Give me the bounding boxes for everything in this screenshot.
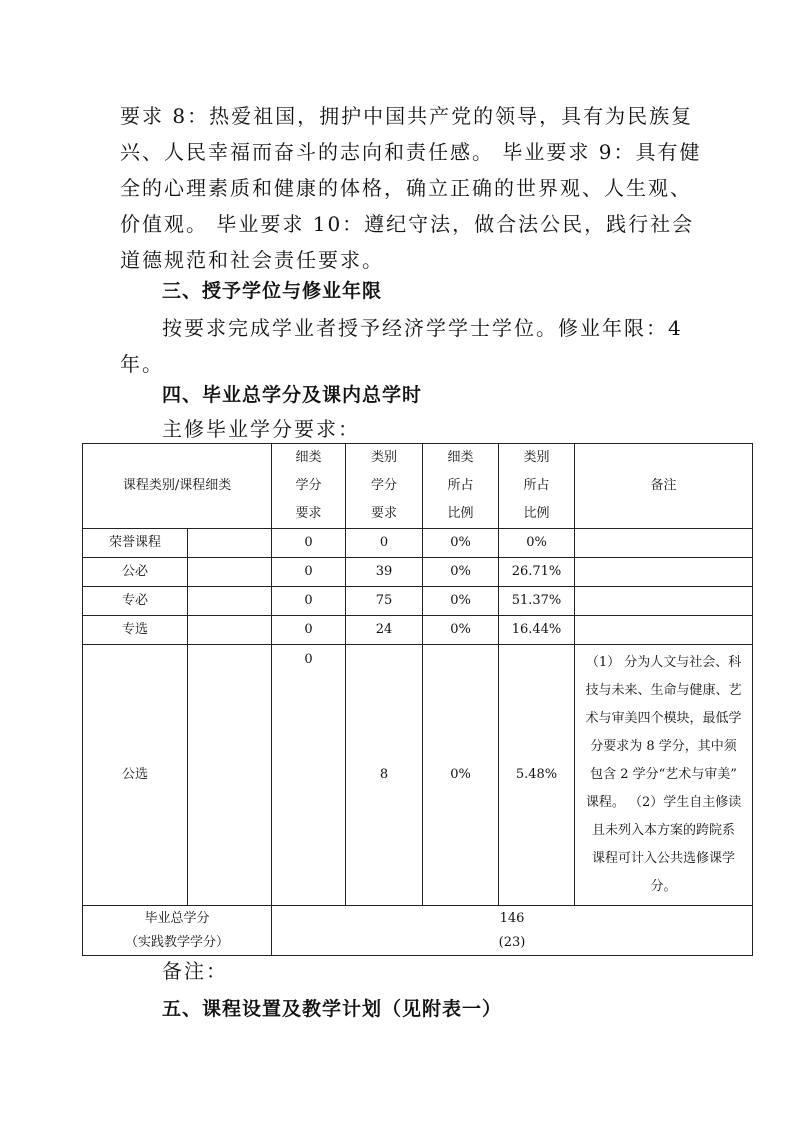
header-cat-credits-l1: 类别 — [371, 450, 398, 465]
table-row — [83, 558, 753, 587]
row-remarks — [575, 587, 753, 616]
remark-line: 分要求为 8 学分，其中须 — [590, 739, 737, 754]
header-category: 课程类别/课程细类 — [83, 444, 272, 529]
total-label-line-1: 毕业总学分 — [144, 910, 210, 926]
header-remarks: 备注 — [575, 444, 753, 529]
intro-line-5: 道德规范和社会责任要求。 — [120, 248, 384, 272]
header-sub-credits-l3: 要求 — [295, 506, 322, 521]
row-sub-ratio: 0% — [423, 645, 499, 906]
row-category: 专选 — [83, 616, 188, 645]
header-sub-ratio-l1: 细类 — [447, 450, 474, 465]
row-cat-credits: 24 — [346, 616, 423, 645]
header-sub-credits — [272, 444, 346, 529]
row-category: 专必 — [83, 587, 188, 616]
row-cat-credits: 0 — [346, 529, 423, 558]
row-remarks — [575, 529, 753, 558]
header-sub-ratio-l2: 所占 — [447, 478, 474, 493]
header-cat-ratio-l2: 所占 — [523, 478, 550, 493]
header-sub-ratio-l3: 比例 — [447, 506, 474, 521]
total-label — [83, 906, 272, 956]
header-cat-ratio-l1: 类别 — [523, 450, 550, 465]
header-cat-credits — [346, 444, 423, 529]
row-sub-credits: 0 — [272, 587, 346, 616]
table-row — [83, 529, 753, 558]
section3-body — [120, 310, 683, 382]
table-intro: 主修毕业学分要求： — [162, 417, 360, 441]
remark-line: 术与审美四个模块，最低学 — [585, 711, 742, 726]
total-value-line-1: 146 — [499, 910, 525, 926]
row-category: 公选 — [83, 645, 188, 906]
header-sub-credits-l2: 学分 — [295, 478, 322, 493]
credits-table — [82, 443, 753, 956]
intro-line-1: 要求 8：热爱祖国，拥护中国共产党的领导，具有为民族复 — [120, 104, 694, 128]
section3-body-line-2: 年。 — [120, 352, 164, 376]
header-sub-credits-l1: 细类 — [295, 450, 322, 465]
row-sub-ratio: 0% — [423, 587, 499, 616]
row-sub-credits: 0 — [272, 529, 346, 558]
row-cat-credits: 75 — [346, 587, 423, 616]
section5-heading: 五、课程设置及教学计划（见附表一） — [162, 998, 503, 1020]
table-row-elective — [83, 645, 753, 906]
row-sub-ratio: 0% — [423, 616, 499, 645]
intro-line-2: 兴、人民幸福而奋斗的志向和责任感。 毕业要求 9：具有健 — [120, 140, 702, 164]
remark-line: 课程可计入公共选修课学 — [592, 851, 736, 866]
row-cat-credits: 39 — [346, 558, 423, 587]
row-sub-ratio: 0% — [423, 558, 499, 587]
row-subcategory — [188, 587, 272, 616]
remark-line: 分。 — [650, 879, 677, 894]
section3-body-line-1: 按要求完成学业者授予经济学学士学位。修业年限：4 — [162, 316, 683, 340]
row-remarks — [575, 645, 753, 906]
table-row — [83, 616, 753, 645]
table-row — [83, 587, 753, 616]
row-sub-credits: 0 — [272, 616, 346, 645]
header-cat-ratio — [499, 444, 575, 529]
remark-line: 技与未来、生命与健康、艺 — [585, 683, 742, 698]
row-cat-ratio: 26.71% — [499, 558, 575, 587]
row-category: 荣誉课程 — [83, 529, 188, 558]
row-subcategory — [188, 558, 272, 587]
section4-heading: 四、毕业总学分及课内总学时 — [162, 384, 423, 406]
remark-line: 包含 2 学分“艺术与审美” — [590, 767, 737, 782]
table-header-row — [83, 444, 753, 529]
row-sub-ratio: 0% — [423, 529, 499, 558]
intro-paragraph — [120, 98, 702, 278]
row-subcategory — [188, 616, 272, 645]
row-category: 公必 — [83, 558, 188, 587]
row-subcategory — [188, 645, 272, 906]
intro-line-4: 价值观。 毕业要求 10：遵纪守法，做合法公民，践行社会 — [120, 212, 695, 236]
remark-line: 课程。 （2）学生自主修读 — [585, 795, 742, 810]
row-cat-ratio: 16.44% — [499, 616, 575, 645]
row-sub-credits: 0 — [272, 558, 346, 587]
row-cat-ratio: 51.37% — [499, 587, 575, 616]
row-remarks — [575, 558, 753, 587]
row-remarks — [575, 616, 753, 645]
row-sub-credits: 0 — [272, 645, 346, 906]
total-label-line-2: （实践教学学分） — [125, 934, 230, 950]
remark-line: 且未列入本方案的跨院系 — [592, 823, 736, 838]
total-value — [272, 906, 753, 956]
row-cat-credits: 8 — [346, 645, 423, 906]
header-cat-credits-l2: 学分 — [371, 478, 398, 493]
row-cat-ratio: 5.48% — [499, 645, 575, 906]
row-subcategory — [188, 529, 272, 558]
header-sub-ratio — [423, 444, 499, 529]
notes-label: 备注： — [162, 959, 228, 983]
remark-line: （1） 分为人文与社会、科 — [585, 655, 742, 670]
table-total-row — [83, 906, 753, 956]
header-cat-credits-l3: 要求 — [371, 506, 398, 521]
section3-heading: 三、授予学位与修业年限 — [162, 280, 383, 302]
header-cat-ratio-l3: 比例 — [523, 506, 550, 521]
row-cat-ratio: 0% — [499, 529, 575, 558]
intro-line-3: 全的心理素质和健康的体格，确立正确的世界观、人生观、 — [120, 176, 692, 200]
total-value-line-2: (23) — [498, 934, 526, 950]
